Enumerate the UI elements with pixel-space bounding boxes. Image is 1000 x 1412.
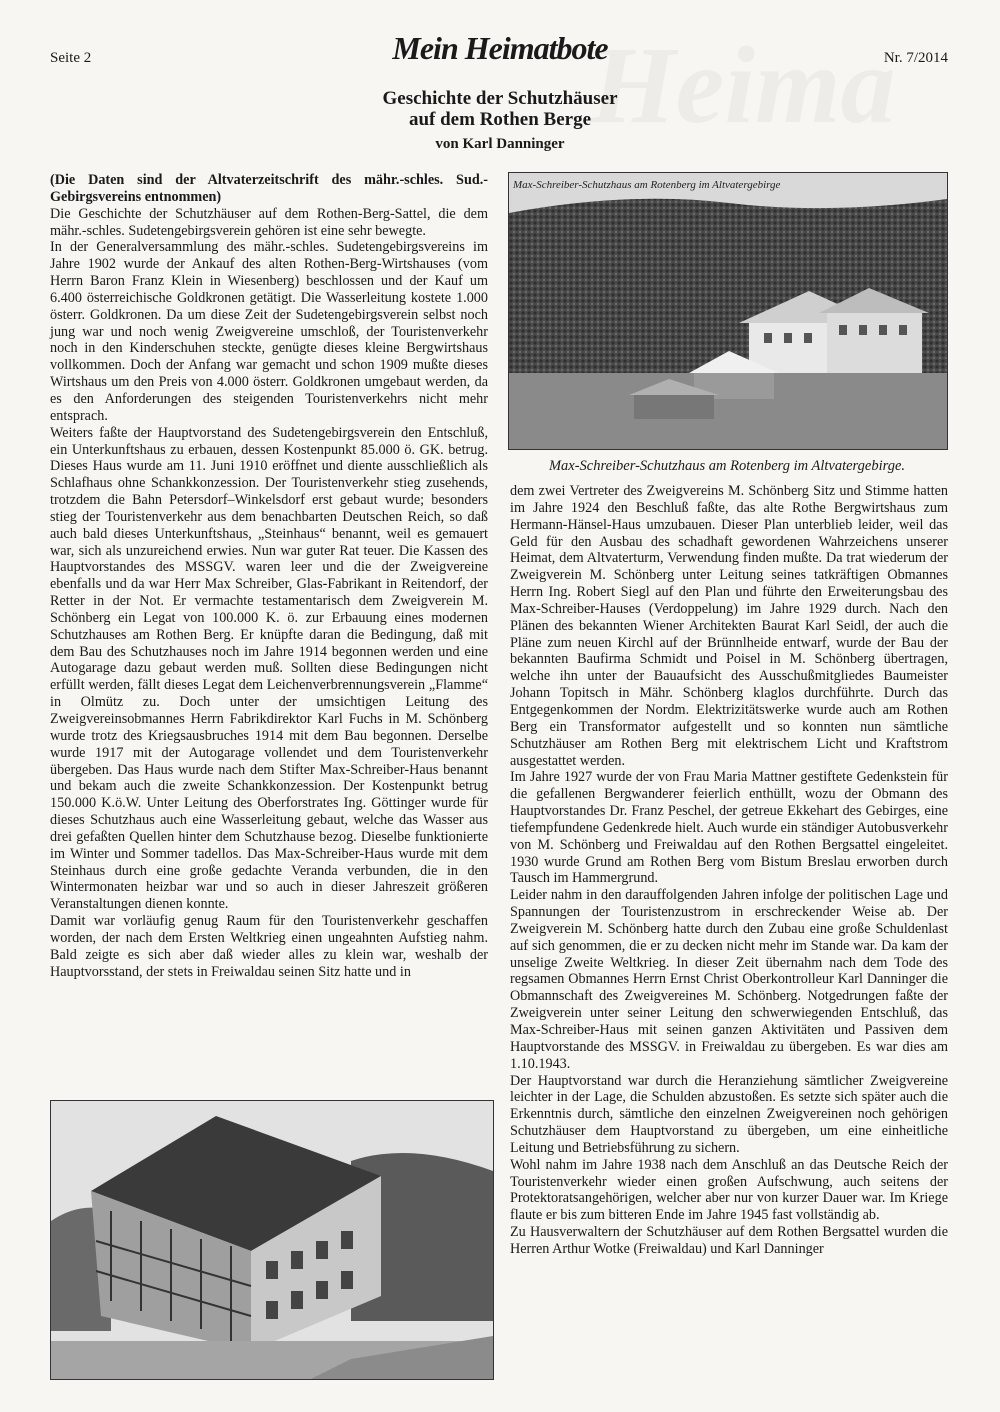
paragraph: Die Geschichte der Schutzhäuser auf dem Rothen-Berg-Sattel, die dem mähr.-schles. Sudetengebirgsverein gehören ist eine sehr bewegte. — [50, 205, 488, 239]
issue-number: Nr. 7/2014 — [883, 50, 948, 66]
title-line-2: auf dem Rothen Berge — [408, 109, 592, 130]
paragraph: Im Jahre 1927 wurde der von Frau Maria Mattner gestiftete Gedenkstein für die gefallenen Bergwanderer feierlich enthüllt, wozu der Obmann des Hauptvorstandes Dr. Franz Peschel, der getreue Ekkehart des Gebirges, eine tiefempfundene Gedenkrede hielt. Auch wurde ein ständiger Autobusverkehr von M. Schönberg und Freiwaldau auf den Rothen Bergsattel eingeleitet. 1930 wurde Grund am Rothen Berg vom Bistum Breslau erworben durch Tausch im Hammergrund. — [510, 769, 948, 887]
title-line-1: Geschichte der Schutzhäuser — [382, 88, 618, 109]
photo-illustration — [51, 1101, 493, 1379]
photo-inscription: Max-Schreiber-Schutzhaus am Rotenberg im Altvatergebirge — [513, 179, 781, 191]
paragraph: Wohl nahm im Jahre 1938 nach dem Anschluß an das Deutsche Reich der Touristenverkehr wieder einen großen Aufschwung, auch seitens der Protektoratsangehörigen, welcher aber nur von kurzer Dauer war. Im Kriege flaute er bis zum bitteren Ende im Jahre 1945 fast vollständig ab. — [510, 1156, 948, 1224]
paragraph: dem zwei Vertreter des Zweigvereins M. Schönberg Sitz und Stimme hatten im Jahre 1924 den Beschluß faßte, das alte Rothe Bergwirtshaus zum Hermann-Hänsel-Haus umzubauen. Dieser Plan unterblieb leider, weil das Geld für den Ausbau des schadhaft gewordenen Wahrzeichens unserer Heimat, dem Altvaterturm, Verwendung finden mußte. Da trat wiederum der Zweigverein M. Schönberg unter Leitung seines tatkräftigen Obmannes Herrn Ing. Robert Siegl auf den Plan und führte den Erweiterungsbau des Max-Schreiber-Hauses (Verdoppelung) im Jahre 1929 durch. Nach den Plänen des bekannten Wiener Architekten Baurat Karl Seidl, der auch die Pläne zum neuen Kirchl auf der Brünnlheide entwarf, wurde der Bau der bekannten Baufirma Schmidt und Poisel in M. Schönberg übertragen, welche ihn unter der Bauaufsicht des Ausschußmitgliedes Baumeister Johann Topitsch in Mähr. Schönberg klaglos durchführte. Durch das Entgegenkommen der Nordm. Elektrizitätswerke wurde auch am Rothen Berg ein Transformator aufgestellt und so konnten nun sämtliche Schutzhäuser am Rothen Berg mit elektrischem Licht und Kraftstrom ausgestattet werden. — [510, 483, 948, 769]
lead-note: (Die Daten sind der Altvaterzeitschrift des mähr.-schles. Sud.-Gebirgsvereins entnommen) — [50, 172, 488, 205]
paragraph: In der Generalversammlung des mähr.-schles. Sudetengebirgsvereins im Jahre 1902 wurde der Ankauf des alten Rothen-Berg-Wirtshauses (vom Herrn Baron Franz Klein in Wiesenberg) beschlossen und der Kauf um 6.400 österreichische Goldkronen getätigt. Die Wasserleitung kostete 1.000 österr. Goldkronen. Da um diese Zeit der Sudetengebirgsverein selbst noch jung war und noch wenig Zweigvereine umschloß, der Touristenverkehr noch in den Kinderschuhen steckte, genügte dieses kleine Bergwirtshaus vollkommen. Doch der Anfang war gemacht und schon 1909 mußte dieses Wirtshaus um den Preis von 4.000 österr. Goldkronen umgebaut werden, da es den Anforderungen des steigenden Touristenverkehrs nicht mehr entsprach. — [50, 239, 488, 424]
photo-max-schreiber-haus — [508, 172, 948, 450]
photo-caption: Max-Schreiber-Schutzhaus am Rotenberg im Altvatergebirge. — [548, 458, 906, 474]
left-column — [50, 172, 488, 981]
photo-historic-house — [50, 1100, 494, 1380]
masthead-logo: Mein Heimatbote — [392, 30, 608, 66]
paragraph: Zu Hausverwaltern der Schutzhäuser auf dem Rothen Bergsattel wurden die Herren Arthur Wotke (Freiwaldau) und Karl Danninger — [510, 1224, 948, 1257]
photo-illustration — [509, 173, 947, 449]
paragraph: Leider nahm in den darauffolgenden Jahren infolge der politischen Lage und Spannungen der Touristenzustrom in erschreckender Weise ab. Der Zweigverein M. Schönberg hatte durch den Zubau eine große Schuldenlast auf sich genommen, die er zu decken nicht mehr im Stande war. Da kam der unselige Zweite Weltkrieg. In dieser Zeit übernahm nach dem Tode des regsamen Obmannes Herrn Ernst Christ Oberkontrolleur Karl Danninger die Obmannschaft des Zweigvereines M. Schönberg. Notgedrungen faßte der Zweigverein unter seiner Leitung den schwerwiegenden Entschluß, das Max-Schreiber-Haus mit seinen ganzen Aktivitäten und Passiven dem Hauptvorstande des MSSGV. in Freiwaldau zu übergeben. Es war dies am 1.10.1943. — [510, 887, 948, 1072]
page-number: Seite 2 — [50, 50, 92, 66]
paragraph: Der Hauptvorstand war durch die Heranziehung sämtlicher Zweigvereine leichter in der Lage, die Schulden abzustoßen. Es setzte sich später auch die Erkenntnis durch, sämtliche den einzelnen Zweigvereinen noch gehörigen Schutzhäuser dem Hauptvorstand zu übergeben, um eine einheitliche Leitung und Betriebsführung zu sichern. — [510, 1072, 948, 1156]
byline: von Karl Danninger — [435, 136, 565, 152]
right-column — [510, 483, 948, 1258]
paragraph: Weiters faßte der Hauptvorstand des Sudetengebirgsverein den Entschluß, ein Unterkunftshaus zu erbauen, dessen Kostenpunkt 85.000 ö. GK. betrug. Dieses Haus wurde am 11. Juni 1910 eröffnet und diente ausschließlich als Schlafhaus ohne Schankkonzession. Der Touristenverkehr stieg zusehends, trotzdem die Bahn Petersdorf–Winkelsdorf erst gebaut wurde; besonders stieg der Touristenverkehr aus dem benachbarten Deutschen Reich, so daß auch bald dieses Unterkunftshaus, „Steinhaus“ benannt, weil es gemauert war, sich als unzureichend erwies. Nun war guter Rat teuer. Die Kassen des Hauptvorstandes des MSSGV. waren leer und die der Zweigvereine ebenfalls und da war Herr Max Schreiber, Glas-Fabrikant in Reitendorf, der Retter in der Not. Er vermachte testamentarisch dem Zweigverein M. Schönberg ein Legat von 100.000 K. ö. zur Erbauung eines modernen Schutzhauses am Rothen Berg. Er knüpfte daran die Bedingung, daß mit dem Bau des Schutzhauses noch im Jahre 1914 begonnen werden und eine Autogarage dazu gebaut werden muß. Sollten diese Bedingungen nicht erfüllt werden, fällt dieses Legat dem Leichenverbrennungsverein „Flamme“ in Olmütz zu. Doch unter der umsichtigen Leitung des Zweigvereinsobmannes Herrn Fabrikdirektor Karl Fuchs in M. Schönberg wurde trotz des Kriegsausbruches 1914 mit dem Bau begonnen. Derselbe wurde 1917 mit der Autogarage vollendet und dem Touristenverkehr übergeben. Das Haus wurde nach dem Stifter Max-Schreiber-Haus benannt und bekam auch die zweite Schankkonzession. Der Kostenpunkt betrug 150.000 K.ö.W. Unter Leitung des Oberforstrates Ing. Göttinger wurde für dieses Schutzhaus auch eine Wasserleitung gebaut, welche das Wasser aus drei gefaßten Quellen hinter dem Schutzhause bezog. Dieselbe funktionierte im Winter und Sommer tadellos. Das Max-Schreiber-Haus wurde mit dem Steinhaus durch eine große gedachte Veranda verbunden, die in den Wintermonaten heizbar war und so auch in dieser Jahreszeit größeren Veranstaltungen dienen konnte. — [50, 424, 488, 913]
article-title — [0, 88, 1000, 130]
paragraph: Damit war vorläufig genug Raum für den Touristenverkehr geschaffen worden, der nach dem Ersten Weltkrieg einen ungeahnten Aufstieg nahm. Bald zeigte es sich aber daß wieder alles zu klein war, weshalb der Hauptvorsstand, der stets in Freiwaldau seinen Sitz hatte und in — [50, 913, 488, 980]
